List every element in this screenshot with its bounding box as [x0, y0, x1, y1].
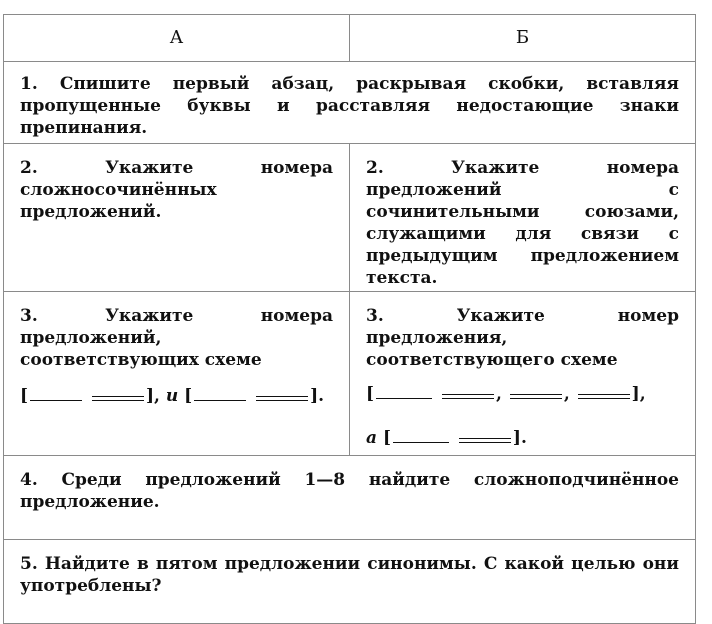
predicate-line — [256, 396, 308, 401]
comma: , — [563, 384, 570, 404]
task-5-text: 5. Найдите в пятом предложении синонимы. С какой целью они употреблены? — [4, 540, 696, 624]
task-row-1 — [4, 62, 696, 144]
sentence-scheme-a — [20, 385, 333, 407]
task-table — [3, 14, 696, 624]
predicate-line — [578, 394, 630, 399]
task-row-3 — [4, 292, 696, 456]
task-3-variant-a: 3. Укажите номера предложений, соответствующих схеме — [20, 306, 333, 370]
bracket-open: [ — [382, 428, 391, 448]
column-header-b: Б — [350, 15, 696, 62]
conjunction: и — [165, 386, 179, 406]
conjunction: а — [366, 428, 378, 448]
predicate-line — [459, 438, 511, 443]
predicate-line — [442, 394, 494, 399]
task-2-variant-a: 2. Укажите номера сложносочинённых предложений. — [4, 144, 350, 292]
column-header-a: А — [4, 15, 350, 62]
sentence-scheme-b — [366, 383, 679, 405]
task-3-variant-b-cell — [350, 292, 696, 456]
task-3-variant-a-cell — [4, 292, 350, 456]
sentence-scheme-b-part-2 — [366, 427, 679, 449]
task-row-2 — [4, 144, 696, 292]
subject-line — [393, 441, 449, 443]
task-2-variant-b: 2. Укажите номера предложений с сочинительными союзами, служащими для связи с предыдущим предложением текста. — [350, 144, 696, 292]
task-row-4 — [4, 456, 696, 540]
task-row-5 — [4, 540, 696, 624]
bracket-open: [ — [184, 386, 193, 406]
subject-line — [30, 399, 82, 401]
task-1-text: 1. Спишите первый абзац, раскрывая скобки, вставляя пропущенные буквы и расставляя недостающие знаки препинания. — [4, 62, 696, 144]
comma: , — [495, 384, 502, 404]
bracket-close: ]. — [512, 428, 527, 448]
task-3-variant-b: 3. Укажите номер предложения, соответствующего схеме — [366, 306, 679, 370]
bracket-close: ], — [631, 384, 646, 404]
bracket-open: [ — [366, 384, 375, 404]
predicate-line — [92, 396, 144, 401]
subject-line — [376, 397, 432, 399]
predicate-line — [510, 394, 562, 399]
bracket-close: ], — [145, 386, 160, 406]
task-4-text: 4. Среди предложений 1—8 найдите сложноподчинённое предложение. — [4, 456, 696, 540]
bracket-close: ]. — [310, 386, 325, 406]
bracket-open: [ — [20, 386, 29, 406]
subject-line — [194, 399, 246, 401]
header-row — [4, 15, 696, 62]
